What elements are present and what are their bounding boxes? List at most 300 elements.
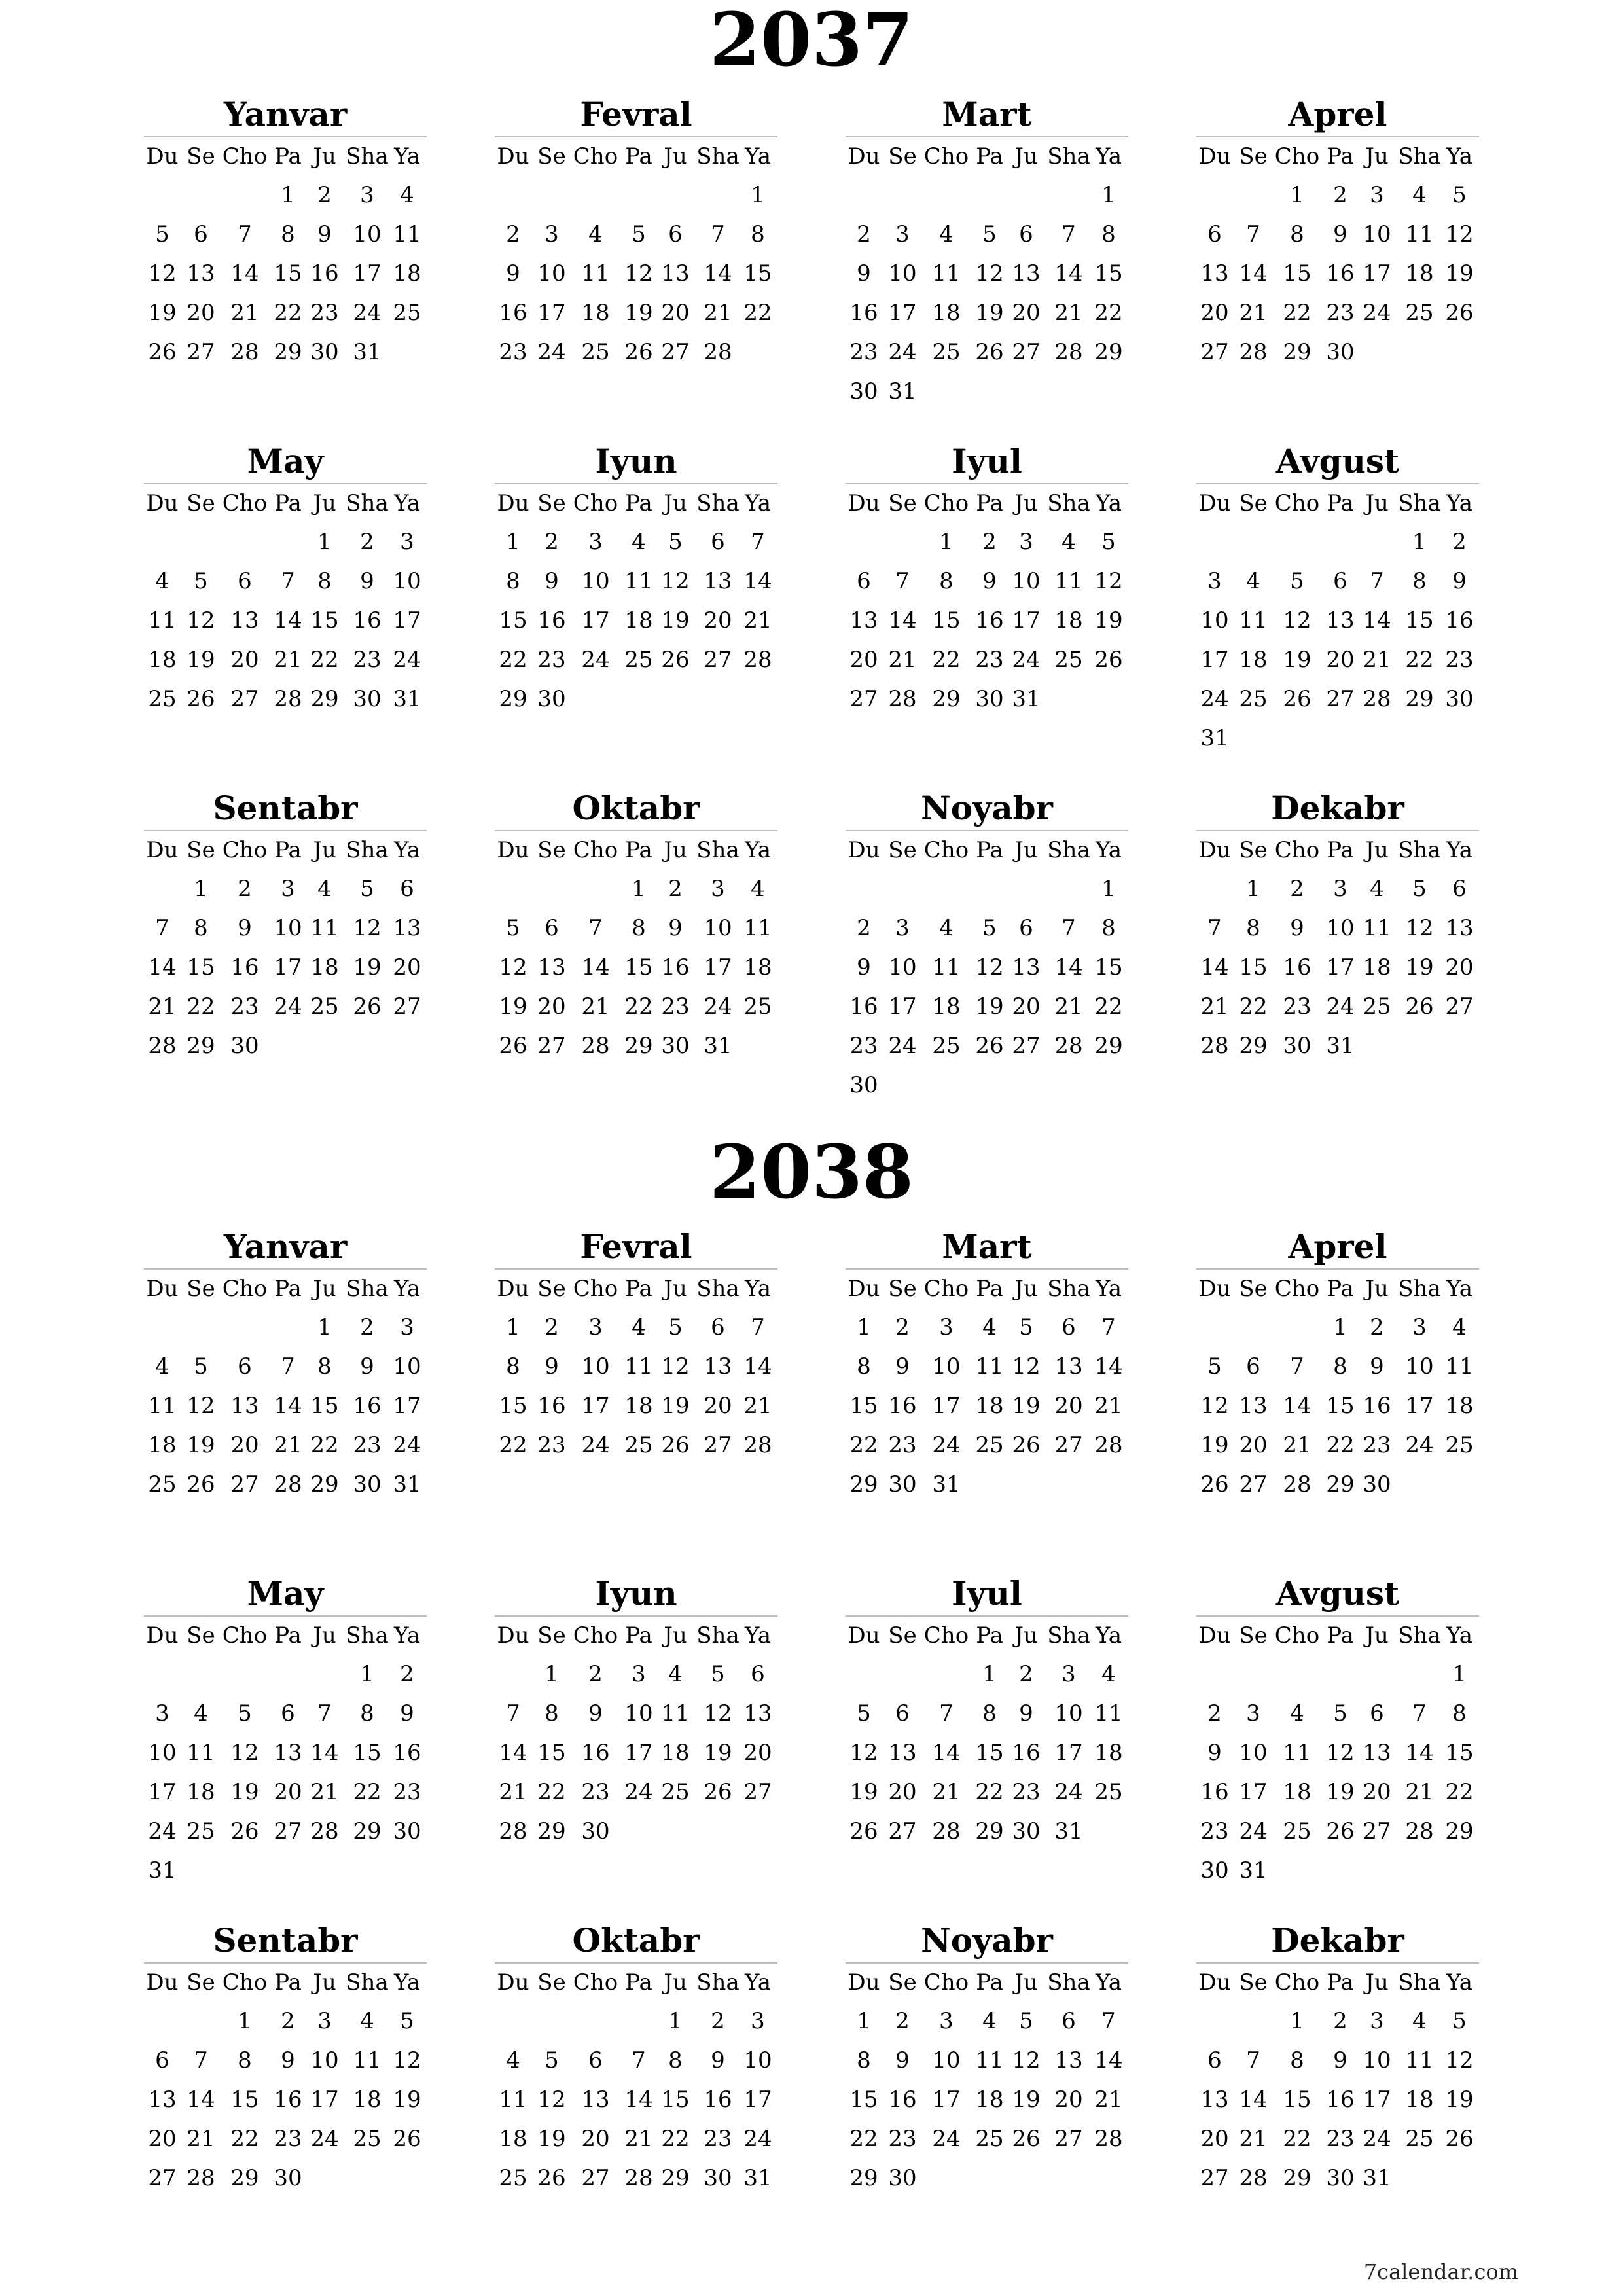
day-cell: 6: [711, 529, 725, 555]
weekday-label: Pa: [625, 1623, 652, 1649]
day-cell: 24: [1363, 2126, 1391, 2152]
week-row: [495, 293, 777, 332]
week-row: [846, 1308, 1128, 1347]
day-cell: 6: [1061, 2008, 1076, 2034]
day-cell: 23: [581, 1779, 610, 1805]
day-cell: 30: [1200, 1857, 1229, 1884]
day-cell: 8: [544, 1700, 559, 1727]
day-cell: 20: [1012, 994, 1041, 1020]
month-block: [846, 440, 1128, 719]
day-cell: 17: [1405, 1393, 1434, 1419]
weekday-label: Pa: [1327, 1276, 1354, 1302]
day-cell: 1: [982, 1661, 997, 1687]
day-cell: 4: [632, 529, 646, 555]
day-cell: 5: [1207, 1354, 1222, 1380]
day-cell: 26: [537, 2165, 566, 2191]
weekday-label: Du: [847, 1969, 880, 1996]
day-cell: 8: [506, 568, 520, 594]
day-cell: 20: [1054, 2087, 1083, 2113]
day-cell: 3: [317, 2008, 332, 2034]
weekday-label: Ju: [1014, 143, 1038, 170]
weekday-label: Ya: [1095, 490, 1122, 516]
weekday-header-row: [846, 484, 1128, 522]
day-cell: 17: [393, 607, 421, 634]
day-cell: 12: [1012, 1354, 1041, 1380]
weekday-label: Sha: [696, 1623, 740, 1649]
day-cell: 7: [1246, 2047, 1260, 2073]
week-row: [144, 1772, 427, 1812]
day-cell: 5: [1452, 182, 1467, 208]
day-cell: 17: [581, 1393, 610, 1419]
day-cell: 5: [400, 2008, 414, 2034]
day-cell: 26: [230, 1818, 259, 1844]
day-cell: 1: [1246, 876, 1260, 902]
day-cell: 17: [581, 607, 610, 634]
day-cell: 5: [1290, 568, 1304, 594]
weekday-label: Pa: [1327, 143, 1354, 170]
day-cell: 24: [888, 339, 917, 365]
week-row: [495, 2159, 777, 2198]
week-row: [495, 679, 777, 719]
weekday-label: Cho: [573, 1623, 618, 1649]
day-cell: 11: [1445, 1354, 1474, 1380]
day-cell: 15: [1094, 260, 1123, 287]
week-row: [846, 522, 1128, 562]
weekday-label: Cho: [222, 143, 268, 170]
day-cell: 2: [1019, 1661, 1033, 1687]
day-cell: 4: [939, 915, 954, 941]
day-cell: 27: [704, 1432, 732, 1458]
day-cell: 9: [506, 260, 520, 287]
day-cell: 15: [1239, 954, 1268, 980]
day-cell: 7: [281, 568, 295, 594]
weekday-label: Pa: [274, 1276, 302, 1302]
weekday-label: Ya: [1095, 837, 1122, 863]
day-cell: 11: [1054, 568, 1083, 594]
week-row: [144, 1347, 427, 1386]
day-cell: 17: [1363, 260, 1391, 287]
day-cell: 19: [499, 994, 527, 1020]
day-cell: 28: [743, 647, 772, 673]
day-cell: 21: [1363, 647, 1391, 673]
weekday-label: Du: [497, 1969, 529, 1996]
day-cell: 23: [1445, 647, 1474, 673]
day-cell: 4: [506, 2047, 520, 2073]
week-row: [144, 908, 427, 948]
week-row: [144, 2001, 427, 2041]
day-cell: 22: [499, 647, 527, 673]
day-cell: 18: [1239, 647, 1268, 673]
day-cell: 24: [1012, 647, 1041, 673]
day-cell: 2: [506, 221, 520, 247]
day-cell: 16: [1363, 1393, 1391, 1419]
day-cell: 18: [187, 1779, 215, 1805]
week-row: [1196, 215, 1479, 254]
day-cell: 30: [1283, 1033, 1311, 1059]
week-row: [1196, 522, 1479, 562]
day-cell: 9: [317, 221, 332, 247]
weekday-header-row: [495, 484, 777, 522]
day-cell: 21: [1200, 994, 1229, 1020]
day-cell: 18: [624, 1393, 653, 1419]
week-row: [1196, 2001, 1479, 2041]
day-cell: 31: [704, 1033, 732, 1059]
day-cell: 15: [187, 954, 215, 980]
day-cell: 8: [632, 915, 646, 941]
week-row: [144, 987, 427, 1026]
day-cell: 16: [888, 2087, 917, 2113]
day-cell: 24: [581, 1432, 610, 1458]
day-cell: 7: [194, 2047, 208, 2073]
day-cell: 25: [581, 339, 610, 365]
day-cell: 27: [393, 994, 421, 1020]
day-cell: 15: [975, 1740, 1004, 1766]
day-cell: 26: [1012, 1432, 1041, 1458]
weekday-label: Cho: [923, 143, 969, 170]
day-cell: 18: [1054, 607, 1083, 634]
day-cell: 28: [888, 686, 917, 712]
day-cell: 23: [1012, 1779, 1041, 1805]
weekday-label: Sha: [1047, 1969, 1090, 1996]
week-row: [846, 948, 1128, 987]
day-cell: 13: [581, 2087, 610, 2113]
day-cell: 14: [932, 1740, 961, 1766]
month-name: Sentabr: [144, 1919, 427, 1964]
day-cell: 27: [849, 686, 878, 712]
day-cell: 1: [506, 1314, 520, 1340]
day-cell: 29: [1326, 1471, 1355, 1498]
day-cell: 18: [499, 2126, 527, 2152]
day-cell: 26: [1405, 994, 1434, 1020]
day-cell: 5: [668, 529, 683, 555]
day-cell: 24: [537, 339, 566, 365]
week-row: [495, 640, 777, 679]
weekday-label: Du: [1198, 837, 1231, 863]
day-cell: 19: [148, 300, 177, 326]
day-cell: 8: [281, 221, 295, 247]
weekday-label: Se: [537, 490, 566, 516]
day-cell: 24: [1200, 686, 1229, 712]
day-cell: 3: [360, 182, 374, 208]
day-cell: 11: [310, 915, 339, 941]
day-cell: 1: [668, 2008, 683, 2034]
day-cell: 18: [975, 2087, 1004, 2113]
weekday-label: Pa: [976, 490, 1003, 516]
day-cell: 23: [537, 647, 566, 673]
day-cell: 27: [274, 1818, 302, 1844]
day-cell: 22: [499, 1432, 527, 1458]
day-cell: 14: [581, 954, 610, 980]
weekday-label: Sha: [696, 143, 740, 170]
weekday-label: Ju: [313, 1276, 336, 1302]
day-cell: 24: [932, 2126, 961, 2152]
day-cell: 6: [857, 568, 871, 594]
week-row: [1196, 908, 1479, 948]
week-row: [144, 2119, 427, 2159]
weekday-label: Sha: [1398, 143, 1441, 170]
day-cell: 28: [743, 1432, 772, 1458]
day-cell: 7: [1370, 568, 1384, 594]
day-cell: 8: [1101, 915, 1116, 941]
day-cell: 15: [499, 607, 527, 634]
day-cell: 26: [624, 339, 653, 365]
day-cell: 5: [1101, 529, 1116, 555]
day-cell: 13: [661, 260, 690, 287]
day-cell: 17: [1200, 647, 1229, 673]
day-cell: 27: [1363, 1818, 1391, 1844]
weekday-label: Du: [1198, 143, 1231, 170]
week-row: [144, 679, 427, 719]
day-cell: 21: [1405, 1779, 1434, 1805]
week-row: [144, 1026, 427, 1066]
day-cell: 11: [932, 260, 961, 287]
day-cell: 23: [393, 1779, 421, 1805]
day-cell: 13: [1445, 915, 1474, 941]
week-row: [846, 640, 1128, 679]
day-cell: 19: [187, 1432, 215, 1458]
day-cell: 21: [187, 2126, 215, 2152]
day-cell: 27: [1200, 2165, 1229, 2191]
weekday-header-row: [846, 137, 1128, 175]
week-row: [1196, 1026, 1479, 1066]
day-cell: 10: [888, 954, 917, 980]
weekday-label: Ya: [393, 1969, 421, 1996]
week-row: [846, 1694, 1128, 1733]
day-cell: 30: [310, 339, 339, 365]
weekday-label: Ju: [1014, 1623, 1038, 1649]
day-cell: 28: [1405, 1818, 1434, 1844]
day-cell: 22: [743, 300, 772, 326]
day-cell: 31: [353, 339, 382, 365]
day-cell: 22: [1326, 1432, 1355, 1458]
day-cell: 11: [1405, 2047, 1434, 2073]
day-cell: 12: [1445, 2047, 1474, 2073]
weekday-label: Du: [497, 837, 529, 863]
month-block: [495, 1225, 777, 1465]
week-row: [144, 1386, 427, 1426]
weekday-label: Ya: [1446, 1969, 1473, 1996]
weekday-label: Cho: [222, 490, 268, 516]
day-cell: 22: [353, 1779, 382, 1805]
day-cell: 19: [1326, 1779, 1355, 1805]
week-row: [144, 2080, 427, 2119]
day-cell: 17: [310, 2087, 339, 2113]
day-cell: 30: [704, 2165, 732, 2191]
day-cell: 16: [661, 954, 690, 980]
day-cell: 23: [230, 994, 259, 1020]
day-cell: 2: [317, 182, 332, 208]
week-row: [846, 2159, 1128, 2198]
day-cell: 29: [230, 2165, 259, 2191]
day-cell: 3: [1370, 182, 1384, 208]
day-cell: 25: [1445, 1432, 1474, 1458]
day-cell: 20: [888, 1779, 917, 1805]
day-cell: 14: [148, 954, 177, 980]
day-cell: 19: [1012, 2087, 1041, 2113]
weekday-label: Cho: [222, 1969, 268, 1996]
day-cell: 23: [849, 339, 878, 365]
day-cell: 19: [661, 1393, 690, 1419]
weekday-label: Pa: [976, 143, 1003, 170]
day-cell: 6: [1061, 1314, 1076, 1340]
weekday-label: Cho: [923, 1969, 969, 1996]
day-cell: 1: [544, 1661, 559, 1687]
day-cell: 28: [581, 1033, 610, 1059]
day-cell: 18: [661, 1740, 690, 1766]
day-cell: 3: [1333, 876, 1347, 902]
day-cell: 12: [537, 2087, 566, 2113]
weekday-label: Ya: [1446, 1623, 1473, 1649]
day-cell: 25: [187, 1818, 215, 1844]
day-cell: 15: [661, 2087, 690, 2113]
day-cell: 20: [537, 994, 566, 1020]
day-cell: 14: [624, 2087, 653, 2113]
weekday-label: Ju: [664, 1969, 687, 1996]
day-cell: 7: [1101, 1314, 1116, 1340]
day-cell: 28: [274, 1471, 302, 1498]
month-name: Sentabr: [144, 787, 427, 831]
day-cell: 22: [537, 1779, 566, 1805]
day-cell: 7: [588, 915, 603, 941]
day-cell: 22: [849, 1432, 878, 1458]
day-cell: 6: [544, 915, 559, 941]
weekday-label: Sha: [346, 1276, 389, 1302]
weekday-label: Se: [1239, 490, 1268, 516]
weekday-header-row: [144, 1270, 427, 1308]
week-row: [495, 522, 777, 562]
day-cell: 29: [274, 339, 302, 365]
week-row: [846, 254, 1128, 293]
weekday-header-row: [144, 137, 427, 175]
day-cell: 12: [661, 568, 690, 594]
week-row: [1196, 948, 1479, 987]
day-cell: 15: [624, 954, 653, 980]
weekday-label: Pa: [625, 1969, 652, 1996]
day-cell: 17: [148, 1779, 177, 1805]
day-cell: 12: [1094, 568, 1123, 594]
day-cell: 18: [1405, 2087, 1434, 2113]
day-cell: 28: [230, 339, 259, 365]
day-cell: 21: [274, 1432, 302, 1458]
day-cell: 7: [751, 529, 765, 555]
day-cell: 7: [751, 1314, 765, 1340]
day-cell: 8: [1333, 1354, 1347, 1380]
month-block: [846, 1225, 1128, 1504]
month-name: Yanvar: [144, 93, 427, 137]
weekday-label: Ju: [1014, 1276, 1038, 1302]
week-row: [495, 2001, 777, 2041]
day-cell: 9: [895, 2047, 910, 2073]
day-cell: 4: [1246, 568, 1260, 594]
day-cell: 31: [393, 1471, 421, 1498]
day-cell: 9: [895, 1354, 910, 1380]
day-cell: 16: [704, 2087, 732, 2113]
day-cell: 4: [939, 221, 954, 247]
day-cell: 15: [849, 2087, 878, 2113]
weekday-label: Se: [537, 1276, 566, 1302]
day-cell: 24: [393, 647, 421, 673]
day-cell: 20: [230, 647, 259, 673]
day-cell: 9: [711, 2047, 725, 2073]
day-cell: 10: [704, 915, 732, 941]
day-cell: 25: [148, 686, 177, 712]
day-cell: 20: [1363, 1779, 1391, 1805]
week-row: [144, 332, 427, 372]
day-cell: 19: [975, 300, 1004, 326]
day-cell: 4: [982, 1314, 997, 1340]
weekday-label: Ya: [744, 490, 772, 516]
day-cell: 19: [975, 994, 1004, 1020]
day-cell: 15: [1283, 2087, 1311, 2113]
day-cell: 5: [668, 1314, 683, 1340]
day-cell: 10: [932, 1354, 961, 1380]
weekday-label: Ju: [1365, 143, 1389, 170]
week-row: [1196, 640, 1479, 679]
day-cell: 30: [274, 2165, 302, 2191]
day-cell: 24: [581, 647, 610, 673]
day-cell: 15: [932, 607, 961, 634]
day-cell: 9: [238, 915, 252, 941]
day-cell: 15: [743, 260, 772, 287]
day-cell: 22: [187, 994, 215, 1020]
day-cell: 11: [661, 1700, 690, 1727]
day-cell: 20: [274, 1779, 302, 1805]
week-row: [846, 2041, 1128, 2080]
day-cell: 2: [1207, 1700, 1222, 1727]
week-row: [846, 987, 1128, 1026]
day-cell: 30: [1012, 1818, 1041, 1844]
day-cell: 14: [704, 260, 732, 287]
weekday-label: Se: [888, 837, 917, 863]
day-cell: 2: [281, 2008, 295, 2034]
day-cell: 6: [711, 1314, 725, 1340]
day-cell: 16: [1326, 2087, 1355, 2113]
weekday-label: Sha: [1047, 1276, 1090, 1302]
weekday-label: Sha: [696, 837, 740, 863]
day-cell: 1: [194, 876, 208, 902]
day-cell: 26: [148, 339, 177, 365]
day-cell: 27: [230, 1471, 259, 1498]
week-row: [1196, 1812, 1479, 1851]
day-cell: 7: [1101, 2008, 1116, 2034]
weekday-label: Sha: [1398, 1276, 1441, 1302]
day-cell: 10: [1012, 568, 1041, 594]
day-cell: 21: [1283, 1432, 1311, 1458]
day-cell: 19: [1445, 2087, 1474, 2113]
month-block: [1196, 787, 1479, 1066]
day-cell: 25: [148, 1471, 177, 1498]
day-cell: 10: [743, 2047, 772, 2073]
week-row: [495, 2080, 777, 2119]
day-cell: 20: [393, 954, 421, 980]
day-cell: 9: [1290, 915, 1304, 941]
weekday-label: Sha: [1047, 837, 1090, 863]
day-cell: 24: [1405, 1432, 1434, 1458]
day-cell: 8: [1101, 221, 1116, 247]
day-cell: 10: [274, 915, 302, 941]
day-cell: 19: [1200, 1432, 1229, 1458]
month-block: [1196, 440, 1479, 758]
day-cell: 10: [353, 221, 382, 247]
weekday-label: Sha: [346, 837, 389, 863]
week-row: [495, 332, 777, 372]
weekday-header-row: [144, 1617, 427, 1655]
day-cell: 21: [274, 647, 302, 673]
day-cell: 27: [1200, 339, 1229, 365]
week-row: [846, 2080, 1128, 2119]
day-cell: 25: [624, 647, 653, 673]
week-row: [495, 908, 777, 948]
